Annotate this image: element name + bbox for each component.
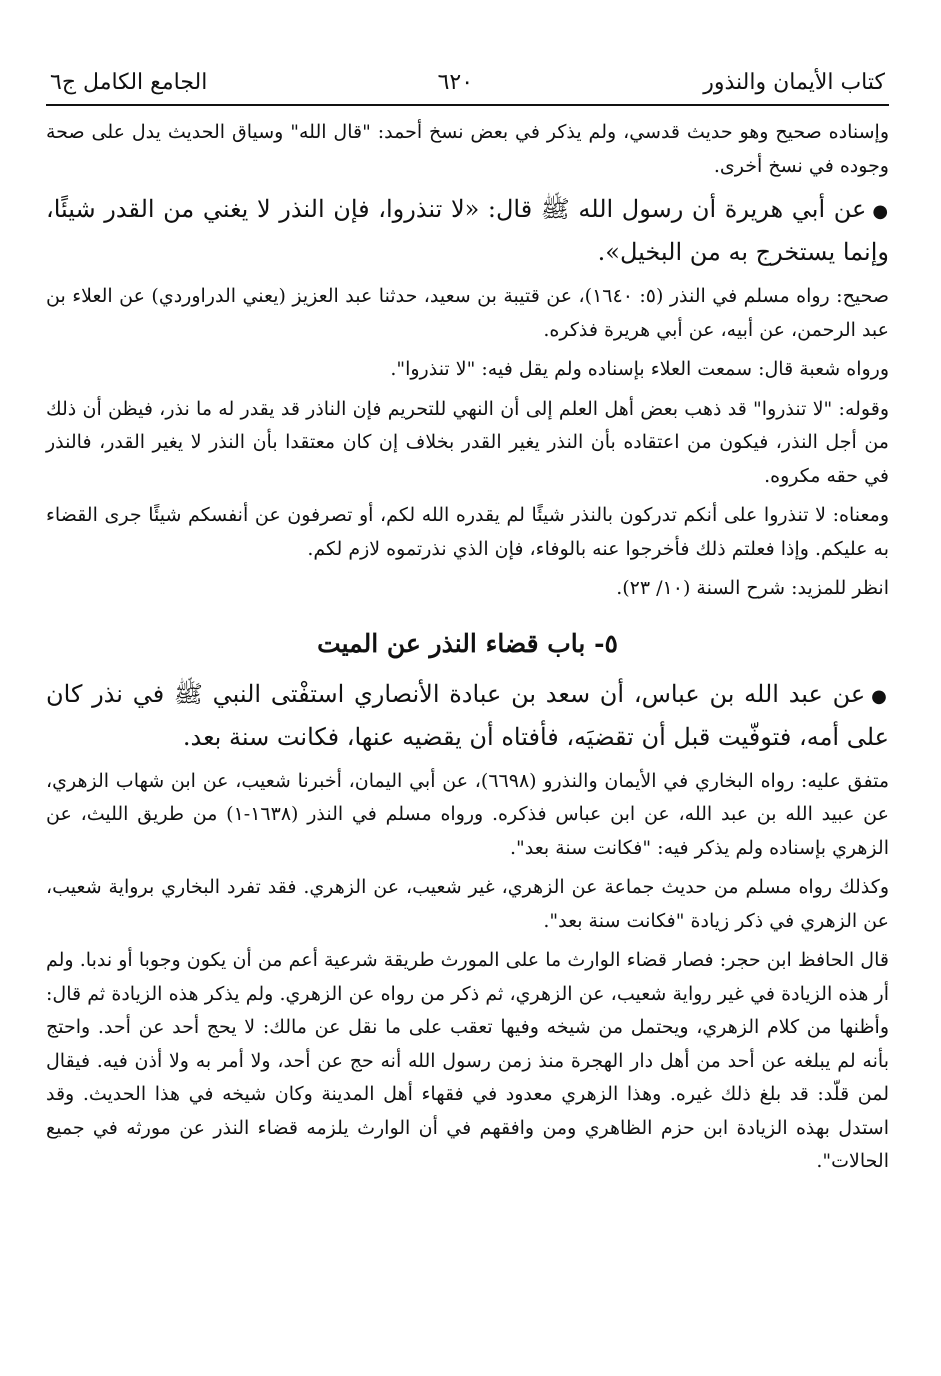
reference-paragraph: انظر للمزيد: شرح السنة (١٠/ ٢٣). bbox=[616, 577, 889, 599]
chapter-heading: ٥- باب قضاء النذر عن الميت bbox=[317, 628, 618, 658]
hadith-text bbox=[46, 674, 889, 757]
hadith-text-content: عن عبد الله بن عباس، أن سعد بن عبادة الأنصاري استفْتى النبي ﷺ في نذر كان على أمه، فتوفّيت قبل أن تقضيَه، فأفتاه أن يقضيه عنها، فكانت سنة بعد. bbox=[46, 679, 889, 751]
takhrij-paragraph: متفق عليه: رواه البخاري في الأيمان والنذرو (٦٦٩٨)، عن أبي اليمان، أخبرنا شعيب، عن ابن شهاب الزهري، عن عبيد الله بن عبد الله، عن ابن عباس فذكره. ورواه مسلم في النذر (١٦٣٨-١) من طريق الليث، عن الزهري بإسناده ولم يذكر فيه: "فكانت سنة بعد". bbox=[46, 769, 889, 859]
takhrij-paragraph: صحيح: رواه مسلم في النذر (٥: ١٦٤٠)، عن قتيبة بن سعيد، حدثنا عبد العزيز (يعني الدراوردي) عن العلاء بن عبد الرحمن، عن أبيه، عن أبي هريرة فذكره. bbox=[46, 285, 889, 341]
bullet-icon: ● bbox=[871, 685, 889, 707]
page-content bbox=[46, 106, 889, 1179]
header-book-title: كتاب الأيمان والنذور bbox=[703, 70, 885, 95]
commentary-paragraph: وكذلك رواه مسلم من حديث جماعة عن الزهري، غير شعيب، عن الزهري. فقد تفرد البخاري برواية شعيب، عن الزهري في ذكر زيادة "فكانت سنة بعد". bbox=[46, 876, 889, 932]
commentary-paragraph: ومعناه: لا تنذروا على أنكم تدركون بالنذر شيئًا لم يقدره الله لكم، أو تصرفون عن أنفسكم شيئًا جرى القضاء به عليكم. وإذا فعلتم ذلك فأخرجوا عنه بالوفاء، فإن الذي نذرتموه لازم لكم. bbox=[46, 504, 889, 560]
page-number: ٦٢٠ bbox=[437, 70, 474, 95]
commentary-paragraph: وإسناده صحيح وهو حديث قدسي، ولم يذكر في بعض نسخ أحمد: "قال الله" وسياق الحديث يدل على صحة وجوده في نسخ أخرى. bbox=[46, 121, 889, 177]
header-volume-title: الجامع الكامل ج٦ bbox=[50, 70, 208, 95]
hadith-text bbox=[46, 189, 889, 272]
bullet-icon: ● bbox=[872, 201, 889, 222]
hadith-text-content: عن أبي هريرة أن رسول الله ﷺ قال: «لا تنذروا، فإن النذر لا يغني من القدر شيئًا، وإنما يستخرج به من البخيل». bbox=[46, 195, 889, 266]
commentary-paragraph: قال الحافظ ابن حجر: فصار قضاء الوارث ما على المورث طريقة شرعية أعم من أن يكون وجوبا أو ندبا. ولم أر هذه الزيادة في غير رواية شعيب، عن الزهري، ثم ذكر من رواه عن الزهري. ولم يذكر هذه الزيادة ثم قال: وأظنها من كلام الزهري، ويحتمل من شيخه وفيها تعقب على ما نقل عن مالك: لا يحج أحد عن أحد. واحتج بأنه لم يبلغه عن أحد من أهل دار الهجرة منذ زمن رسول الله أنه حج عن أحد، ولا أمر به ولا أذن فيه. فيقال لمن قلّد: قد بلغ ذلك غيره. وهذا الزهري معدود في فقهاء أهل المدينة وكان شيخه في هذا الحديث. وقد استدل بهذه الزيادة ابن حزم الظاهري ومن وافقهم في أن الوارث يلزمه قضاء النذر عن مورثه في جميع الحالات". bbox=[46, 949, 889, 1172]
takhrij-paragraph: ورواه شعبة قال: سمعت العلاء بإسناده ولم يقل فيه: "لا تنذروا". bbox=[390, 358, 889, 380]
page-header bbox=[46, 68, 889, 106]
commentary-paragraph: وقوله: "لا تنذروا" قد ذهب بعض أهل العلم إلى أن النهي للتحريم فإن الناذر قد يقدر له ما نذر، فيظن أن ذلك من أجل النذر، فيكون من اعتقاده بأن النذر يغير القدر بخلاف إن كان معتقدا بأن النذر لا يغير القدر، فالنذر في حقه مكروه. bbox=[46, 397, 889, 487]
